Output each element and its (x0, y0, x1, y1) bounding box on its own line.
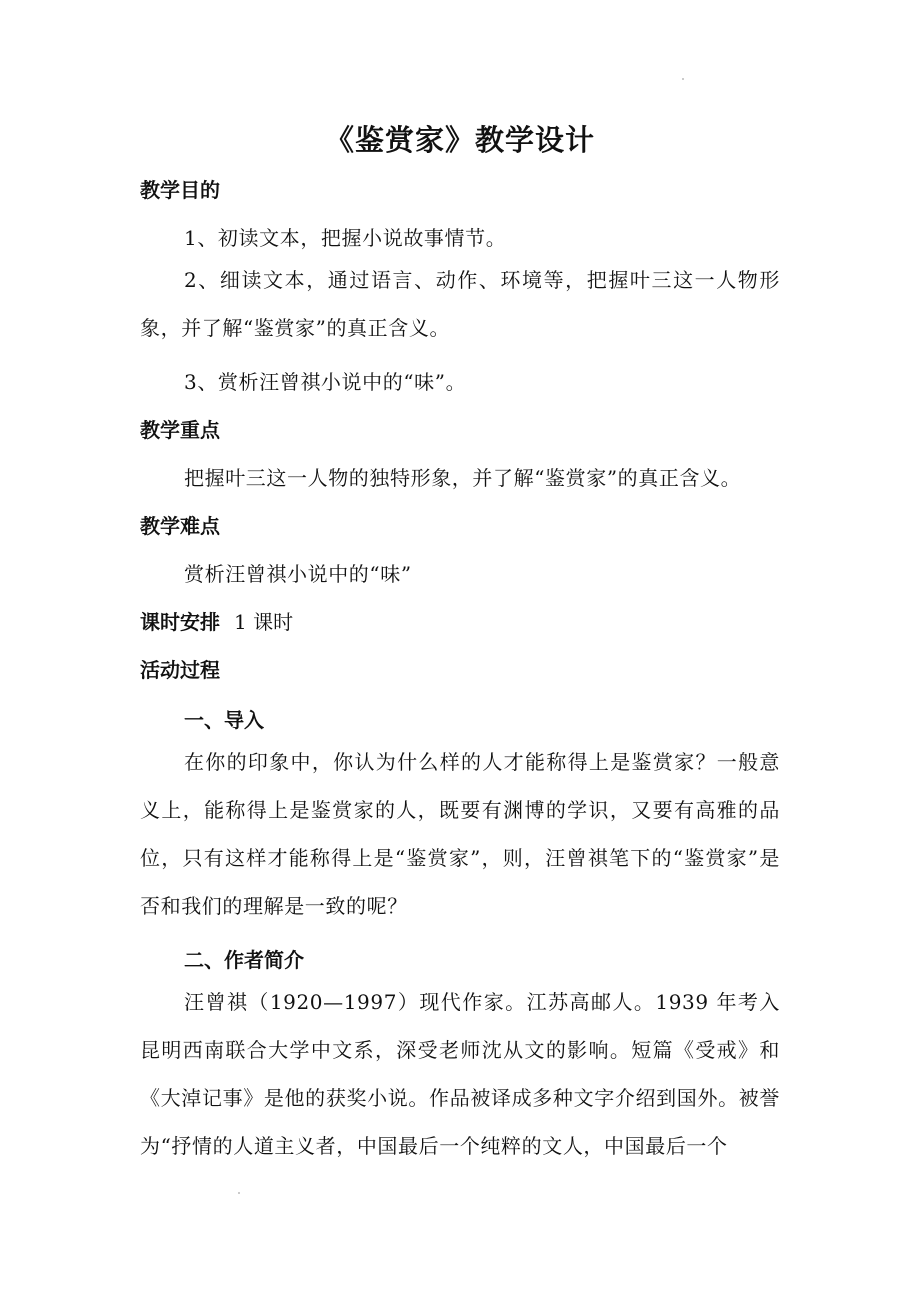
step2-heading: 二、作者简介 (184, 948, 304, 972)
difficulties-heading: 教学难点 (140, 514, 220, 538)
objectives-heading: 教学目的 (140, 178, 220, 202)
scan-speck (682, 78, 684, 80)
step1-heading: 一、导入 (184, 708, 264, 732)
process-heading: 活动过程 (140, 658, 220, 682)
schedule-row (140, 606, 293, 635)
difficulties-text: 赏析汪曾祺小说中的“味” (184, 562, 412, 586)
objective-item-3: 3、赏析汪曾祺小说中的“味”。 (184, 370, 467, 394)
step2-paragraph: 汪曾祺（1920—1997）现代作家。江苏高邮人。1939 年考入昆明西南联合大学中文系，深受老师沈从文的影响。短篇《受戒》和《大淖记事》是他的获奖小说。作品被译成多种文字介绍到国外。被誉为“抒情的人道主义者，中国最后一个纯粹的文人，中国最后一个 (140, 990, 780, 1158)
schedule-value: 1 课时 (234, 610, 294, 634)
scan-speck (238, 1192, 240, 1194)
objective-item-2: 2、细读文本，通过语言、动作、环境等，把握叶三这一人物形象，并了解“鉴赏家”的真正含义。 (140, 268, 780, 340)
document-title: 《鉴赏家》教学设计 (324, 123, 595, 157)
schedule-heading: 课时安排 (140, 610, 220, 634)
objective-item-1: 1、初读文本，把握小说故事情节。 (184, 226, 507, 250)
step1-paragraph: 在你的印象中，你认为什么样的人才能称得上是鉴赏家？一般意义上，能称得上是鉴赏家的人，既要有渊博的学识，又要有高雅的品位，只有这样才能称得上是“鉴赏家”，则，汪曾祺笔下的“鉴赏家”是否和我们的理解是一致的呢？ (140, 750, 780, 918)
key-points-text: 把握叶三这一人物的独特形象，并了解“鉴赏家”的真正含义。 (184, 466, 742, 490)
key-points-heading: 教学重点 (140, 418, 220, 442)
